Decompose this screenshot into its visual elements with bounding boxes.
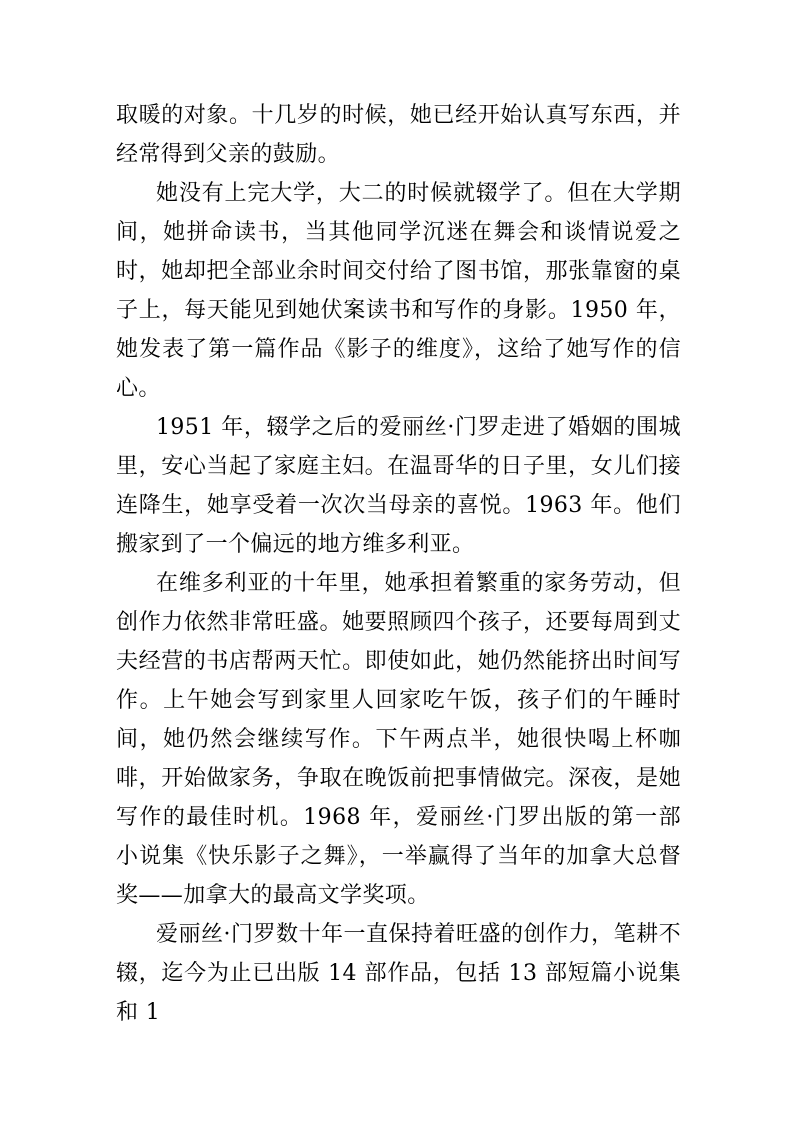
paragraph-4: 在维多利亚的十年里，她承担着繁重的家务劳动，但创作力依然非常旺盛。她要照顾四个孩子，还要每周到丈夫经营的书店帮两天忙。即使如此，她仍然能挤出时间写作。上午她会写到家里人回家吃午饭，孩子们的午睡时间，她仍然会继续写作。下午两点半，她很快喝上杯咖啡，开始做家务，争取在晚饭前把事情做完。深夜，是她写作的最佳时机。1968 年，爱丽丝·门罗出版的第一部小说集《快乐影子之舞》，一举赢得了当年的加拿大总督奖——加拿大的最高文学奖项。	[116, 571, 681, 908]
paragraph-1: 取暖的对象。十几岁的时候，她已经开始认真写东西，并经常得到父亲的鼓励。	[116, 103, 681, 167]
document-page	[116, 96, 681, 1032]
paragraph-5: 爱丽丝·门罗数十年一直保持着旺盛的创作力，笔耕不辍，迄今为止已出版 14 部作品，包括 13 部短篇小说集和 1	[116, 922, 681, 1025]
paragraph-3: 1951 年，辍学之后的爱丽丝·门罗走进了婚姻的围城里，安心当起了家庭主妇。在温哥华的日子里，女儿们接连降生，她享受着一次次当母亲的喜悦。1963 年。他们搬家到了一个偏远的地方维多利亚。	[116, 415, 681, 557]
paragraph-2: 她没有上完大学，大二的时候就辍学了。但在大学期间，她拼命读书，当其他同学沉迷在舞会和谈情说爱之时，她却把全部业余时间交付给了图书馆，那张靠窗的桌子上，每天能见到她伏案读书和写作的身影。1950 年，她发表了第一篇作品《影子的维度》，这给了她写作的信心。	[116, 181, 681, 401]
